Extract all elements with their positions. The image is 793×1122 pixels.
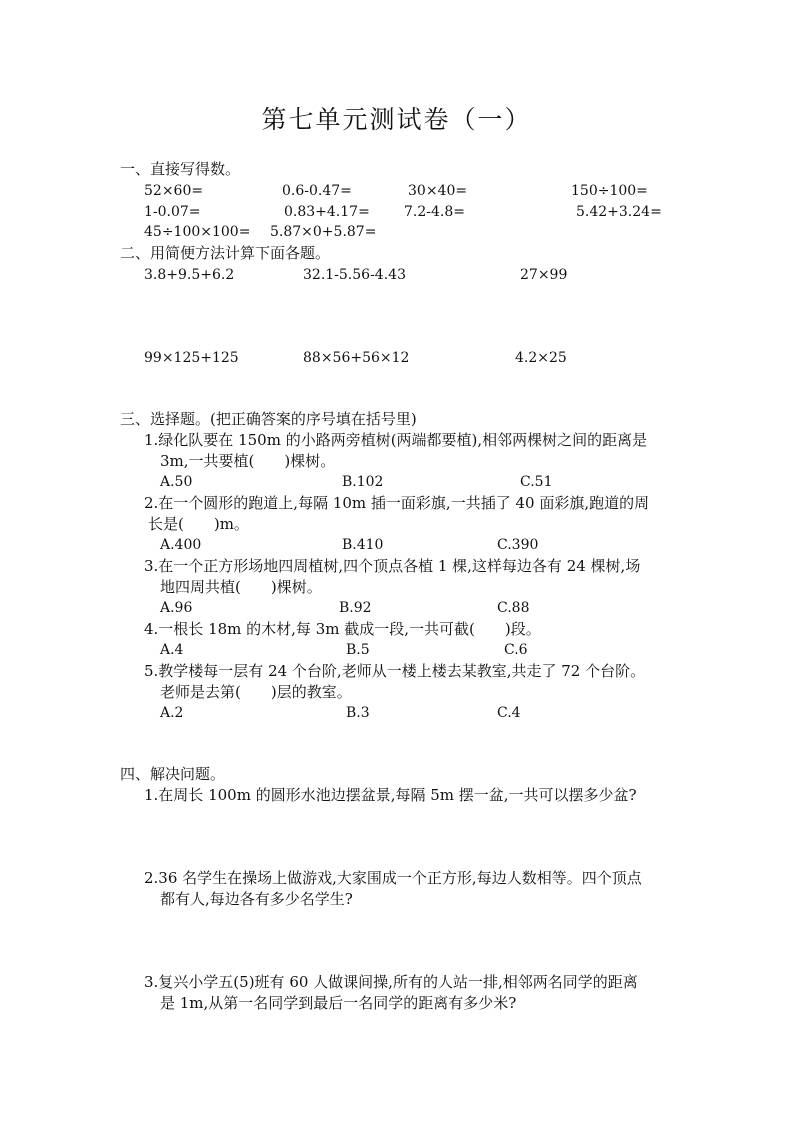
simplify-item: 4.2×25 bbox=[515, 350, 567, 366]
simplify-item: 3.8+9.5+6.2 bbox=[144, 267, 235, 283]
question-line: 3.在一个正方形场地四周植树,四个顶点各植 1 棵,这样每边各有 24 棵树,场 bbox=[144, 557, 641, 575]
option-b: B.92 bbox=[339, 600, 372, 616]
problem-line: 3.复兴小学五(5)班有 60 人做课间操,所有的人站一排,相邻两名同学的距离 bbox=[144, 973, 638, 991]
simplify-item: 88×56+56×12 bbox=[303, 350, 410, 366]
option-b: B.102 bbox=[342, 474, 384, 490]
problem-line: 1.在周长 100m 的圆形水池边摆盆景,每隔 5m 摆一盆,一共可以摆多少盆? bbox=[144, 786, 637, 804]
option-b: B.410 bbox=[342, 537, 384, 553]
option-b: B.3 bbox=[346, 705, 370, 721]
section-2-heading: 二、用简便方法计算下面各题。 bbox=[120, 244, 331, 262]
section-1-heading: 一、直接写得数。 bbox=[120, 160, 241, 178]
calc-item: 1-0.07= bbox=[144, 204, 201, 220]
option-c: C.6 bbox=[504, 642, 528, 658]
section-3-heading: 三、选择题。(把正确答案的序号填在括号里) bbox=[120, 410, 417, 428]
problem-line: 2.36 名学生在操场上做游戏,大家围成一个正方形,每边人数相等。四个顶点 bbox=[144, 869, 642, 887]
option-c: C.4 bbox=[497, 705, 521, 721]
question-line: 地四周共植( )棵树。 bbox=[160, 578, 322, 596]
question-line: 老师是去第( )层的教室。 bbox=[160, 683, 352, 701]
problem-line: 是 1m,从第一名同学到最后一名同学的距离有多少米? bbox=[160, 994, 517, 1012]
simplify-item: 27×99 bbox=[520, 267, 568, 283]
option-c: C.51 bbox=[520, 474, 553, 490]
section-4-heading: 四、解决问题。 bbox=[120, 765, 226, 783]
calc-item: 5.87×0+5.87= bbox=[270, 224, 377, 240]
option-a: A.50 bbox=[160, 474, 193, 490]
calc-item: 5.42+3.24= bbox=[576, 204, 662, 220]
simplify-item: 32.1-5.56-4.43 bbox=[303, 267, 406, 283]
calc-item: 45÷100×100= bbox=[144, 224, 251, 240]
problem-line: 都有人,每边各有多少名学生? bbox=[160, 890, 353, 908]
calc-item: 0.83+4.17= bbox=[284, 204, 370, 220]
question-line: 4.一根长 18m 的木材,每 3m 截成一段,一共可截( )段。 bbox=[144, 620, 541, 638]
page-title: 第七单元测试卷（一） bbox=[261, 105, 532, 134]
calc-item: 7.2-4.8= bbox=[404, 204, 465, 220]
question-line: 3m,一共要植( )棵树。 bbox=[160, 452, 336, 470]
option-a: A.4 bbox=[160, 642, 184, 658]
question-line: 2.在一个圆形的跑道上,每隔 10m 插一面彩旗,一共插了 40 面彩旗,跑道的周 bbox=[144, 494, 650, 512]
option-c: C.88 bbox=[497, 600, 530, 616]
option-c: C.390 bbox=[497, 537, 539, 553]
calc-item: 150÷100= bbox=[571, 183, 648, 199]
calc-item: 0.6-0.47= bbox=[282, 183, 352, 199]
option-a: A.96 bbox=[160, 600, 193, 616]
calc-item: 52×60= bbox=[144, 183, 204, 199]
option-a: A.400 bbox=[160, 537, 202, 553]
option-a: A.2 bbox=[160, 705, 184, 721]
question-line: 长是( )m。 bbox=[148, 515, 249, 533]
calc-item: 30×40= bbox=[408, 183, 468, 199]
question-line: 1.绿化队要在 150m 的小路两旁植树(两端都要植),相邻两棵树之间的距离是 bbox=[144, 431, 648, 449]
option-b: B.5 bbox=[346, 642, 370, 658]
question-line: 5.教学楼每一层有 24 个台阶,老师从一楼上楼去某教室,共走了 72 个台阶。 bbox=[144, 662, 646, 680]
simplify-item: 99×125+125 bbox=[144, 350, 239, 366]
